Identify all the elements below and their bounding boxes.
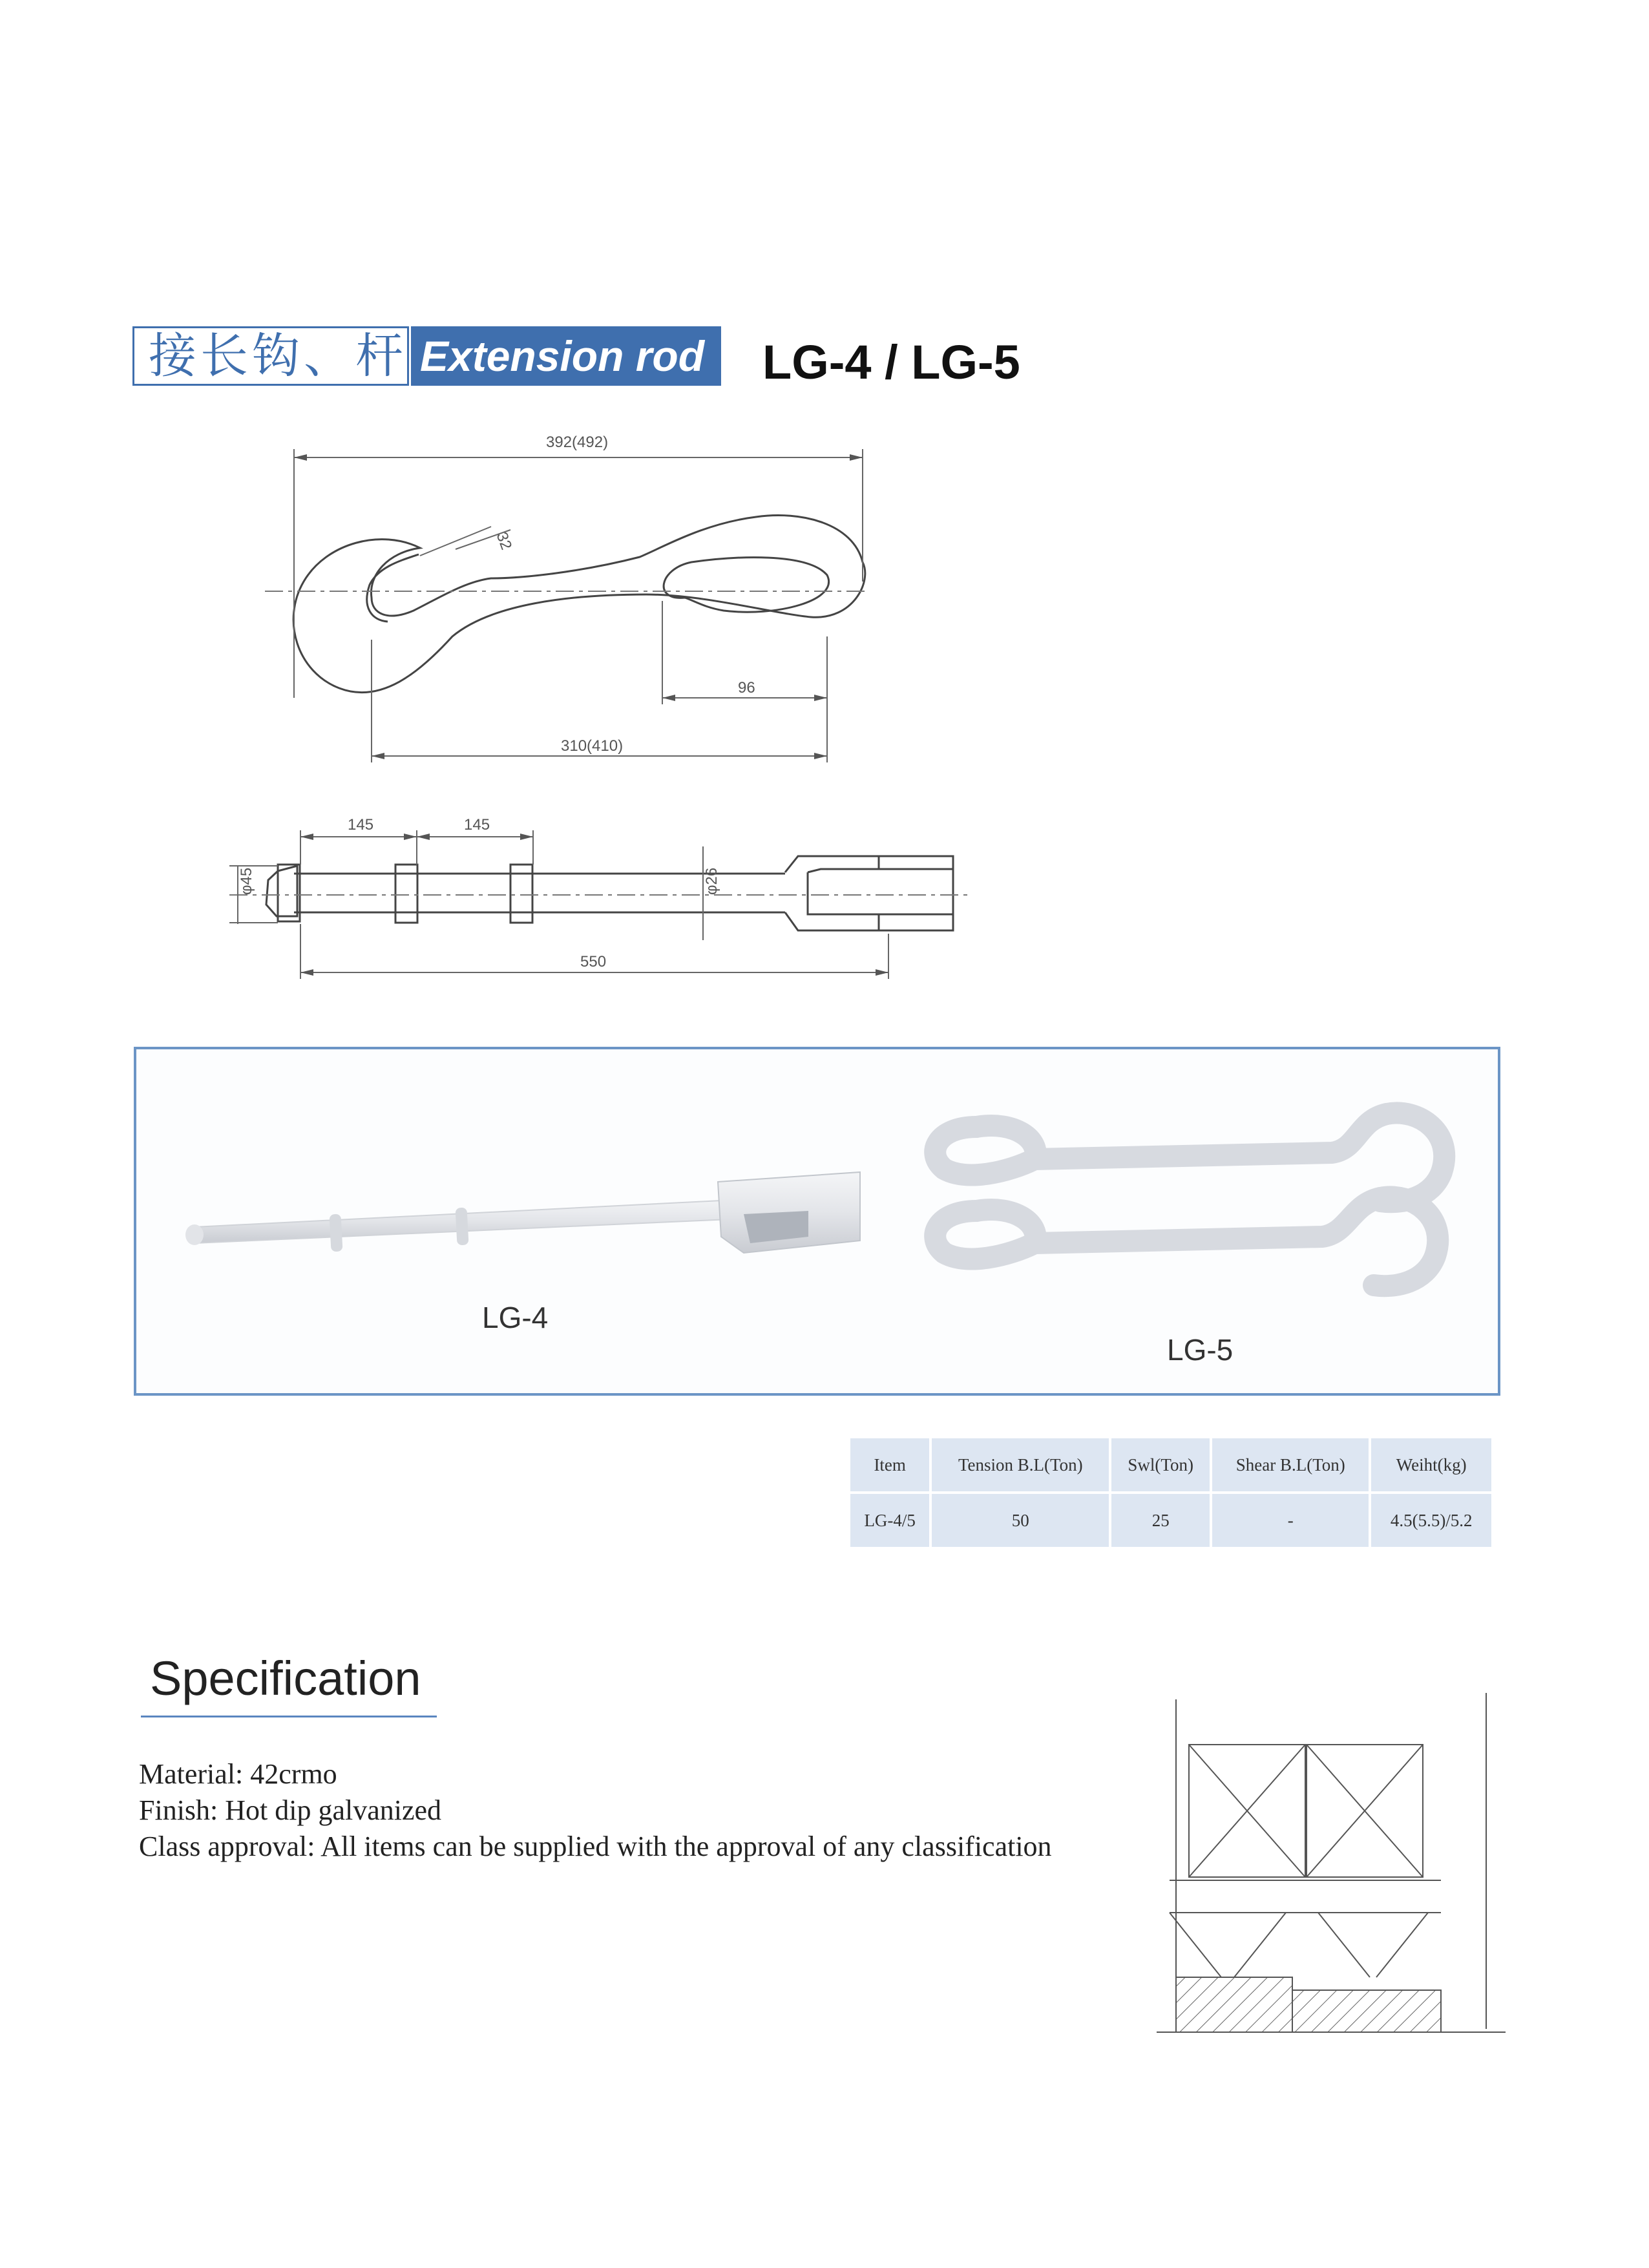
dim-head-diameter: φ45 (238, 867, 255, 895)
spec-material: Material: 42crmo (139, 1758, 337, 1790)
hook-drawing (293, 516, 865, 693)
table-row (850, 1494, 1491, 1547)
hook-dimensions (294, 449, 863, 762)
dim-rod-diameter: φ26 (703, 867, 720, 895)
product-photo-panel (134, 1047, 1500, 1396)
spec-finish: Finish: Hot dip galvanized (139, 1794, 442, 1826)
table-cell: 25 (1111, 1494, 1210, 1547)
table-cell: - (1212, 1494, 1369, 1547)
title-chinese: 接长钩、杆 (132, 326, 409, 386)
hook-outline (293, 516, 865, 693)
lg5-hook-photo-top (935, 1113, 1444, 1202)
lg4-rod-photo (185, 1172, 860, 1253)
photo-label-lg4: LG-4 (482, 1301, 549, 1334)
table-header-weight: Weiht(kg) (1371, 1438, 1491, 1491)
photo-label-lg5: LG-5 (1167, 1333, 1234, 1367)
product-photos (136, 1049, 1498, 1393)
table-cell: 4.5(5.5)/5.2 (1371, 1494, 1491, 1547)
technical-drawings (0, 0, 1649, 1034)
specification-text (139, 1756, 1052, 1865)
rod-dimensions (229, 830, 888, 979)
specification-heading: Specification (150, 1652, 421, 1705)
model-number: LG-4 / LG-5 (762, 335, 1020, 389)
table-header-shear: Shear B.L(Ton) (1212, 1438, 1369, 1491)
dim-spacing-2: 145 (464, 816, 490, 834)
title-english: Extension rod (411, 326, 721, 386)
table-cell: 50 (932, 1494, 1109, 1547)
lashing-system-illustration (1157, 1693, 1506, 2042)
dim-spacing-1: 145 (348, 816, 374, 834)
dim-eye-width: 96 (738, 679, 755, 697)
spec-approval: Class approval: All items can be supplied with the approval of any classification (139, 1831, 1052, 1862)
spec-table (848, 1436, 1494, 1549)
dim-inner-length: 310(410) (561, 737, 624, 755)
rod-drawing (266, 856, 953, 930)
dim-overall-length: 392(492) (546, 434, 609, 451)
table-header-item: Item (850, 1438, 929, 1491)
dim-hook-radius: 32 (492, 530, 516, 552)
dim-total-length: 550 (580, 953, 607, 971)
table-header-row (850, 1438, 1491, 1491)
table-header-tension: Tension B.L(Ton) (932, 1438, 1109, 1491)
hook-eye-outline (664, 558, 828, 613)
table-cell: LG-4/5 (850, 1494, 929, 1547)
specification-underline (141, 1716, 437, 1717)
lg5-hook-photo-bottom (935, 1197, 1438, 1286)
table-header-swl: Swl(Ton) (1111, 1438, 1210, 1491)
